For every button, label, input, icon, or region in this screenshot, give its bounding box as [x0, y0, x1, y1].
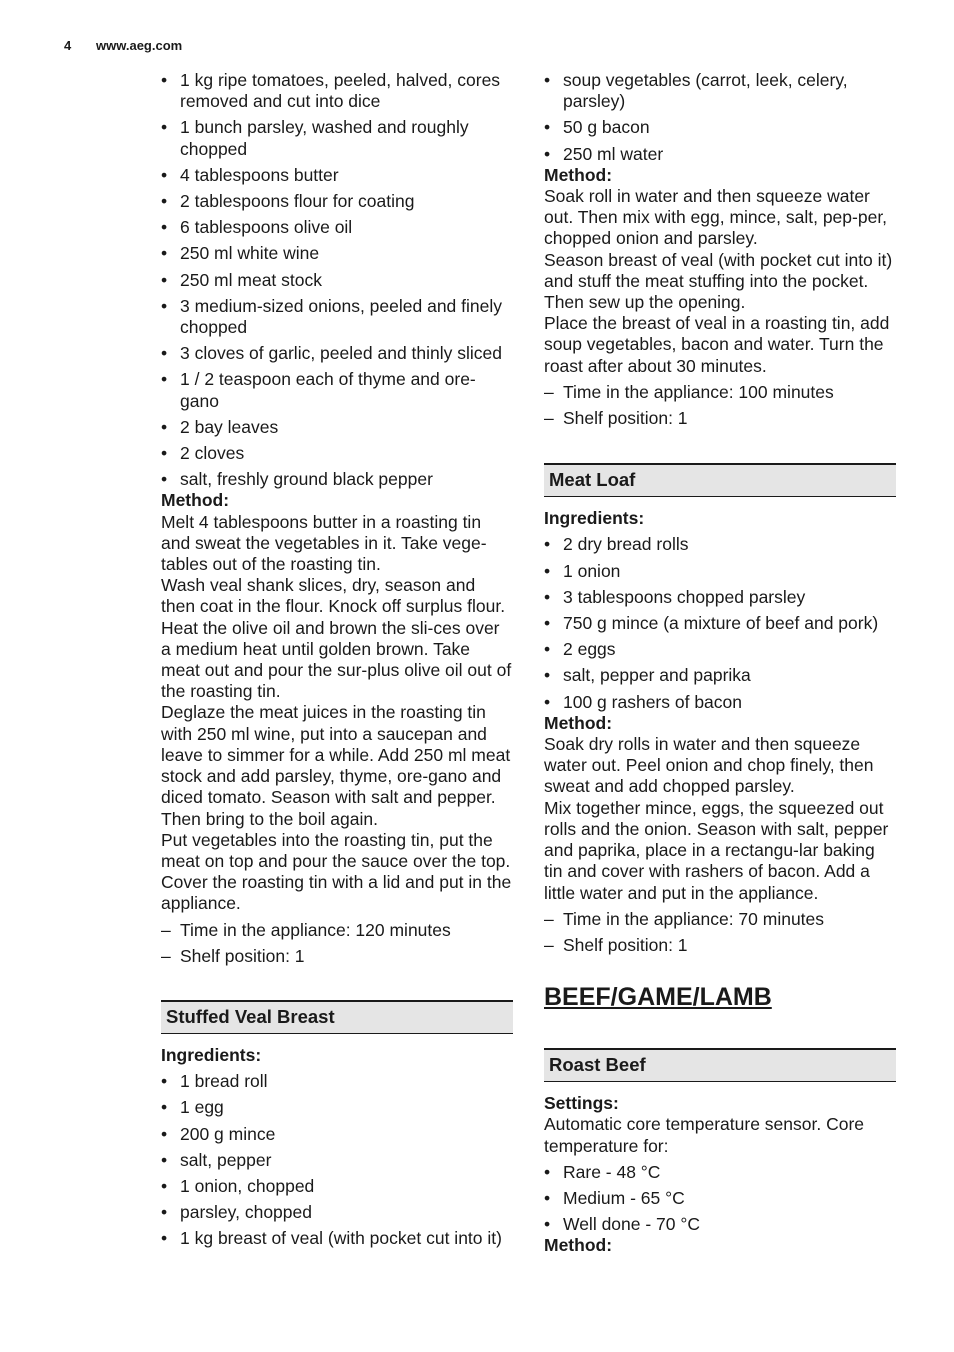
list-item: • 2 bay leaves — [161, 417, 513, 438]
list-item: • Well done - 70 °C — [544, 1214, 896, 1235]
list-item: • parsley, chopped — [161, 1202, 513, 1223]
list-item: • 4 tablespoons butter — [161, 165, 513, 186]
detail-item: – Time in the appliance: 120 minutes — [161, 920, 513, 941]
list-item: • 1 bread roll — [161, 1071, 513, 1092]
list-item: • 50 g bacon — [544, 117, 896, 138]
details-list — [544, 909, 896, 956]
list-item: • 3 medium-sized onions, peeled and finely chopped — [161, 296, 513, 338]
ingredient-list — [544, 70, 896, 165]
detail-item: – Time in the appliance: 100 minutes — [544, 382, 896, 403]
page-header — [64, 38, 182, 53]
method-paragraph: Soak dry rolls in water and then squeeze water out. Peel onion and chop finely, then sweat and add chopped parsley. — [544, 734, 874, 797]
method-label: Method: — [544, 1235, 613, 1256]
method-paragraph: Deglaze the meat juices in the roasting tin with 250 ml wine, put into a saucepan and leave to simmer for a while. Add 250 ml meat stock and add parsley, thyme, ore-gano and diced tomato. Season with salt and pepper. Then bring to the boil again. — [161, 702, 511, 829]
list-item: • 1 kg breast of veal (with pocket cut into it) — [161, 1228, 513, 1249]
method-label: Method: — [544, 712, 613, 733]
list-item: • 3 tablespoons chopped parsley — [544, 587, 896, 608]
list-item: • Medium - 65 °C — [544, 1188, 896, 1209]
method-label: Method: — [544, 164, 613, 185]
list-item: • 2 tablespoons flour for coating — [161, 191, 513, 212]
list-item: • 200 g mince — [161, 1124, 513, 1145]
list-item: • 2 dry bread rolls — [544, 534, 896, 555]
list-item: • salt, pepper — [161, 1150, 513, 1171]
section-header-roast-beef: Roast Beef — [544, 1048, 896, 1082]
list-item: • 2 cloves — [161, 443, 513, 464]
right-column — [544, 70, 896, 1257]
list-item: • 250 ml water — [544, 144, 896, 165]
list-item: • 2 eggs — [544, 639, 896, 660]
ingredient-list — [544, 534, 896, 712]
ingredient-list — [161, 1071, 513, 1249]
list-item: • 250 ml white wine — [161, 243, 513, 264]
ingredient-list — [161, 70, 513, 490]
list-item: • 100 g rashers of bacon — [544, 692, 896, 713]
method-paragraph: Put vegetables into the roasting tin, put the meat on top and pour the sauce over the top. Cover the roasting tin with a lid and put in the appliance. — [161, 829, 512, 914]
list-item: • 1 / 2 teaspoon each of thyme and ore-gano — [161, 369, 513, 411]
list-item: • salt, freshly ground black pepper — [161, 469, 513, 490]
list-item: • 6 tablespoons olive oil — [161, 217, 513, 238]
method-paragraph: Wash veal shank slices, dry, season and then coat in the flour. Knock off surplus flour. Heat the olive oil and brown the sli-ces over a medium heat until golden brown. Take meat out and pour the sur-plus olive oil out of the roasting tin. — [161, 575, 512, 702]
list-item: • 1 onion — [544, 561, 896, 582]
method-paragraph: Melt 4 tablespoons butter in a roasting tin and sweat the vegetables in it. Take vege-tables out of the roasting tin. — [161, 511, 487, 575]
method-label: Method: — [161, 490, 230, 511]
section-header-meat-loaf: Meat Loaf — [544, 463, 896, 497]
list-item: • soup vegetables (carrot, leek, celery, parsley) — [544, 70, 896, 112]
method-paragraph: Soak roll in water and then squeeze water out. Then mix with egg, mince, salt, pep-per, chopped onion and parsley. — [544, 186, 888, 249]
list-item: • 1 kg ripe tomatoes, peeled, halved, cores removed and cut into dice — [161, 70, 513, 112]
list-item: • 1 bunch parsley, washed and roughly chopped — [161, 117, 513, 159]
method-paragraph: Mix together mince, eggs, the squeezed out rolls and the onion. Season with salt, pepper and paprika, place in a rectangu-lar baking tin and cover with rashers of bacon. Add a little water and put in the appliance. — [544, 797, 889, 903]
ingredients-label: Ingredients: — [544, 508, 645, 529]
page-number: 4 — [64, 38, 72, 53]
section-header-stuffed-veal-breast: Stuffed Veal Breast — [161, 1000, 513, 1034]
list-item: • 1 onion, chopped — [161, 1176, 513, 1197]
detail-item: – Time in the appliance: 70 minutes — [544, 909, 896, 930]
list-item: • 3 cloves of garlic, peeled and thinly sliced — [161, 343, 513, 364]
method-paragraph: Place the breast of veal in a roasting tin, add soup vegetables, bacon and water. Turn the roast after about 30 minutes. — [544, 313, 890, 376]
list-item: • 1 egg — [161, 1097, 513, 1118]
list-item: • 250 ml meat stock — [161, 270, 513, 291]
method-paragraph: Season breast of veal (with pocket cut into it) and stuff the meat stuffing into the pocket. Then sew up the opening. — [544, 249, 893, 313]
details-list — [161, 920, 513, 967]
settings-label: Settings: — [544, 1093, 619, 1114]
temperature-list — [544, 1162, 896, 1236]
settings-text: Automatic core temperature sensor. Core temperature for: — [544, 1114, 865, 1156]
detail-item: – Shelf position: 1 — [544, 408, 896, 429]
list-item: • salt, pepper and paprika — [544, 665, 896, 686]
ingredients-label: Ingredients: — [161, 1044, 262, 1065]
list-item: • Rare - 48 °C — [544, 1162, 896, 1183]
left-column — [161, 70, 513, 1255]
details-list — [544, 382, 896, 429]
category-heading: BEEF/GAME/LAMB — [544, 983, 772, 1012]
list-item: • 750 g mince (a mixture of beef and pork) — [544, 613, 896, 634]
detail-item: – Shelf position: 1 — [544, 935, 896, 956]
site-url: www.aeg.com — [96, 38, 183, 53]
detail-item: – Shelf position: 1 — [161, 946, 513, 967]
